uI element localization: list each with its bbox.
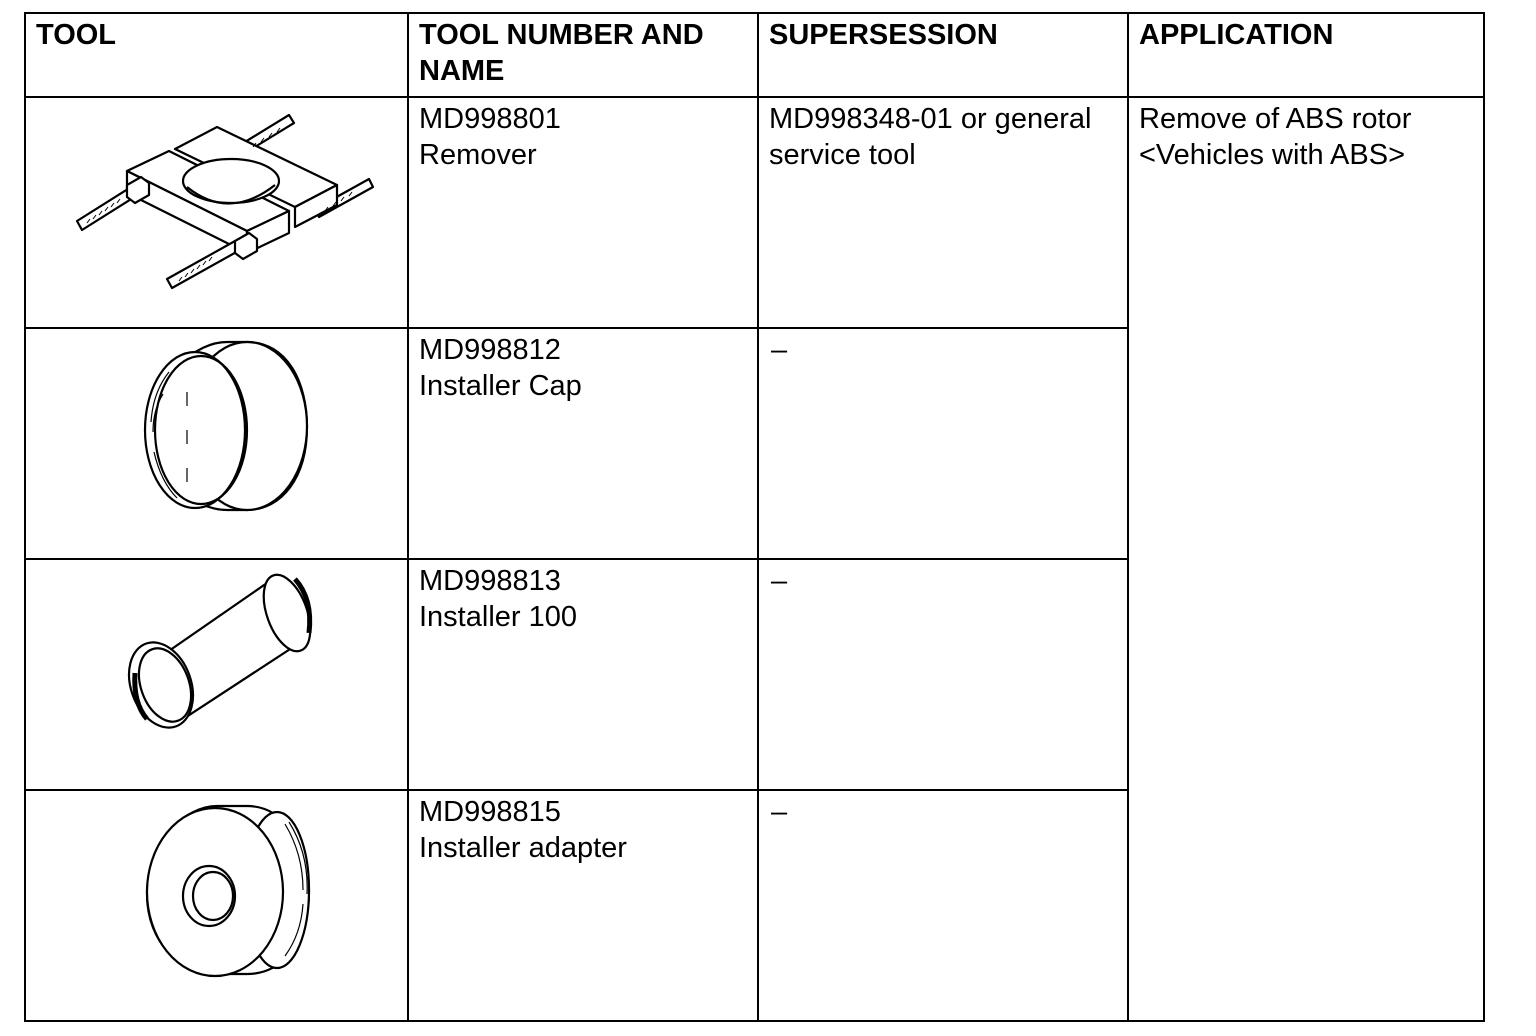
supersession-text: – [771,334,788,366]
application-cell [1128,97,1484,1021]
header-row [25,13,1484,97]
supersession-text: MD998348-01 or general service tool [769,103,1092,171]
supersession-text: – [771,796,788,828]
installer-cap-icon [117,332,317,522]
tool-name: Remover [419,139,537,171]
remover-tool-icon [57,101,377,291]
tool-number: MD998813 [419,565,561,597]
installer-100-icon [117,563,317,733]
supersession-cell [758,790,1128,1021]
tool-image-cell [25,328,408,559]
tool-number-and-name-cell [408,559,758,790]
tool-image-cell [25,790,408,1021]
header-supersession: SUPERSESSION [758,13,1128,97]
header-application: APPLICATION [1128,13,1484,97]
tool-number-and-name-cell [408,328,758,559]
application-text: Remove of ABS rotor [1139,103,1412,135]
tool-image-cell [25,97,408,328]
tool-name: Installer 100 [419,601,577,633]
tool-number: MD998815 [419,796,561,828]
tool-name: Installer adapter [419,832,627,864]
tool-number: MD998801 [419,103,561,135]
installer-adapter-icon [117,794,317,984]
header-tool: TOOL [25,13,408,97]
tool-name: Installer Cap [419,370,582,402]
tool-number: MD998812 [419,334,561,366]
supersession-cell [758,97,1128,328]
special-tools-table [24,12,1485,1022]
header-tool-number-and-name: TOOL NUMBER AND NAME [408,13,758,97]
tool-image-cell [25,559,408,790]
application-vehicle-note: <Vehicles with ABS> [1139,139,1405,171]
tool-number-and-name-cell [408,97,758,328]
supersession-cell [758,559,1128,790]
supersession-text: – [771,565,788,597]
table-row [25,97,1484,328]
tool-number-and-name-cell [408,790,758,1021]
supersession-cell [758,328,1128,559]
